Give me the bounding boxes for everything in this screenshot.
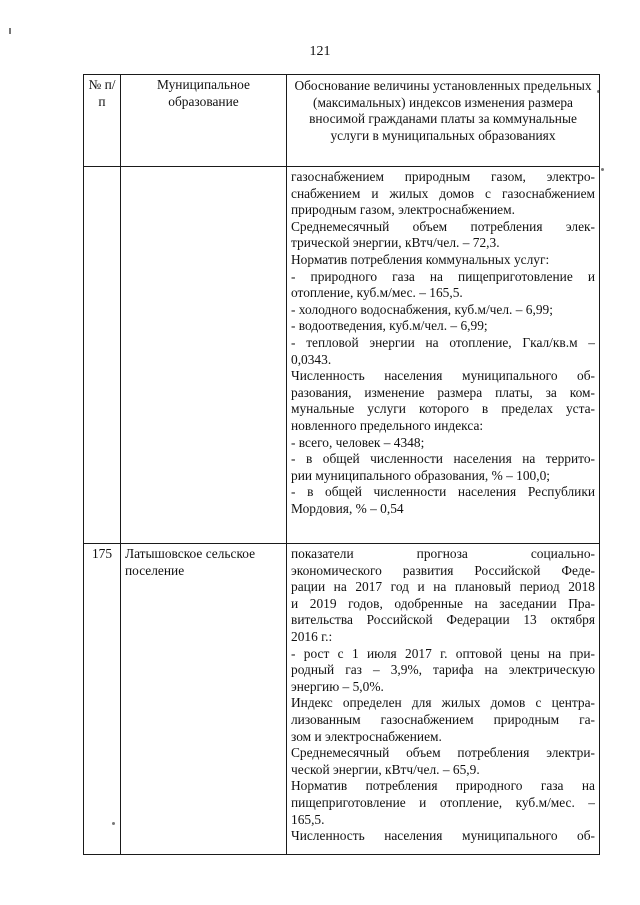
row-municipality: Латышовское сельское поселение xyxy=(121,544,287,855)
text-line: - тепловой энергии на отопление, Гкал/кв.м – xyxy=(291,334,595,350)
table-row xyxy=(84,544,600,855)
text-line: - рост с 1 июля 2017 г. оптовой цены на при- xyxy=(291,645,595,661)
row-municipality xyxy=(121,167,287,544)
text-line: - холодного водоснабжения, куб.м/чел. – 6,99; xyxy=(291,301,553,317)
text-line: Численность населения муниципального об- xyxy=(291,368,595,384)
text-line: отопление, куб.м/мес. – 165,5. xyxy=(291,285,463,301)
text-line: разования, изменение размера платы, за ком- xyxy=(291,384,595,400)
text-line: пищеприготовление и отопление, куб.м/мес. – xyxy=(291,794,595,810)
table-row xyxy=(84,167,600,544)
text-line: Среднемесячный объем потребления элек- xyxy=(291,218,595,234)
text-line: Норматив потребления природного газа на xyxy=(291,778,595,794)
text-line: мунальные услуги которого в пределах уста- xyxy=(291,401,595,417)
text-line: Норматив потребления коммунальных услуг: xyxy=(291,251,550,267)
text-line: рации на 2017 год и на плановый период 2018 xyxy=(291,579,595,595)
text-line: - природного газа на пищеприготовление и xyxy=(291,268,595,284)
text-line: - всего, человек – 4348; xyxy=(291,434,425,450)
text-line: лизованным газоснабжением природным га- xyxy=(291,711,595,727)
text-line: экономического развития Российской Феде- xyxy=(291,562,595,578)
text-line: Мордовия, % – 0,54 xyxy=(291,500,404,516)
table-header-row xyxy=(84,75,600,167)
text-line: Индекс определен для жилых домов с центра- xyxy=(291,695,595,711)
header-municipality: Муниципальное образование xyxy=(121,75,287,167)
text-line: показатели прогноза социально- xyxy=(291,546,595,561)
text-line: трической энергии, кВтч/чел. – 72,3. xyxy=(291,235,500,251)
text-line: и 2019 годов, одобренные на заседании Пра- xyxy=(291,595,595,611)
page-number: 121 xyxy=(309,44,331,59)
row-justification xyxy=(287,167,600,544)
text-line: новленного предельного индекса: xyxy=(291,417,484,433)
scan-speck xyxy=(601,168,604,171)
text-line: - водоотведения, куб.м/чел. – 6,99; xyxy=(291,318,488,334)
text-line: - в общей численности населения Республики xyxy=(291,484,595,500)
text-line: природным газом, электроснабжением. xyxy=(291,202,515,218)
text-line: энергию – 5,0%. xyxy=(291,678,384,694)
text-line: зом и электроснабжением. xyxy=(291,728,442,744)
header-justification: Обоснование величины установленных предельных (максимальных) индексов изменения размера вносимой гражданами платы за коммунальные услуги в муниципальных образованиях xyxy=(287,75,600,167)
text-line: родный газ – 3,9%, тарифа на электрическую xyxy=(291,662,595,678)
indices-table xyxy=(83,74,600,855)
text-line: газоснабжением природным газом, электро- xyxy=(291,169,595,184)
text-line: 2016 г.: xyxy=(291,628,333,644)
text-line: Численность населения муниципального об- xyxy=(291,828,595,844)
text-line: ческой энергии, кВтч/чел. – 65,9. xyxy=(291,761,480,777)
row-number: 175 xyxy=(84,544,121,855)
text-line: - в общей численности населения на террито- xyxy=(291,451,595,467)
text-line: рии муниципального образования, % – 100,0; xyxy=(291,467,551,483)
text-line: вительства Российской Федерации 13 октября xyxy=(291,612,595,628)
text-line: 0,0343. xyxy=(291,351,332,367)
row-justification xyxy=(287,544,600,855)
scan-speck xyxy=(9,28,11,34)
text-line: Среднемесячный объем потребления электри- xyxy=(291,745,595,761)
header-num: № п/п xyxy=(84,75,121,167)
text-line: 165,5. xyxy=(291,811,325,827)
row-number xyxy=(84,167,121,544)
text-line: снабжением и жилых домов с газоснабжением xyxy=(291,185,595,201)
